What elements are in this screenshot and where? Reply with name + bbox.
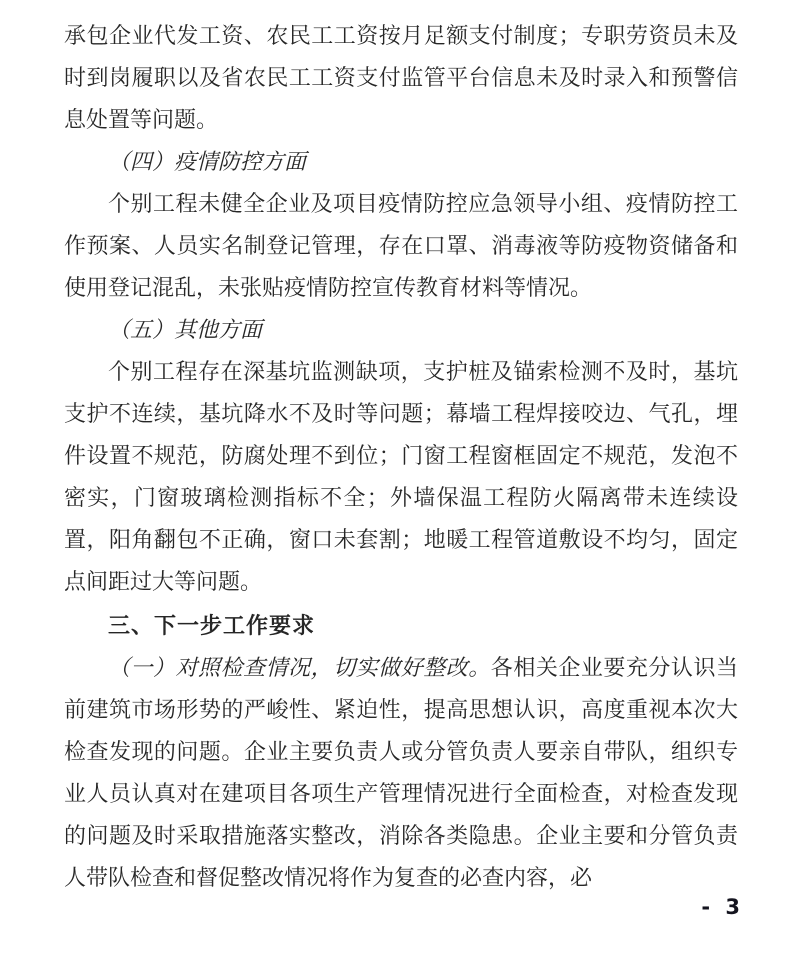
page-number: - 3 xyxy=(701,895,744,919)
paragraph-other-aspect-issues: 个别工程存在深基坑监测缺项，支护桩及锚索检测不及时，基坑支护不连续，基坑降水不及时等问题；幕墙工程焊接咬边、气孔，埋件设置不规范，防腐处理不到位；门窗工程窗框固定不规范，发泡不密实，门窗玻璃检测指标不全；外墙保温工程防火隔离带未连续设置，阳角翻包不正确，窗口未套割；地暖工程管道敷设不均匀，固定点间距过大等问题。 xyxy=(64,359,738,594)
section-subheading-other-aspects: （五）其他方面 xyxy=(108,317,263,342)
paragraph-epidemic-prevention-issues: 个别工程未健全企业及项目疫情防控应急领导小组、疫情防控工作预案、人员实名制登记管理，存在口罩、消毒液等防疫物资储备和使用登记混乱，未张贴疫情防控宣传教育材料等情况。 xyxy=(64,191,738,300)
section-heading-next-step-work-requirements: 三、下一步工作要求 xyxy=(108,613,316,638)
section-subheading-epidemic-prevention: （四）疫情防控方面 xyxy=(108,149,307,174)
paragraph-wage-payment-issues: 承包企业代发工资、农民工工资按月足额支付制度；专职劳资员未及时到岗履职以及省农民工工资支付监管平台信息未及时录入和预警信息处置等问题。 xyxy=(64,23,738,132)
paragraph-rectification-requirements xyxy=(64,647,738,899)
lead-phrase-check-and-rectify: （一）对照检查情况，切实做好整改。 xyxy=(108,655,491,680)
paragraph-rectification-body: 各相关企业要充分认识当前建筑市场形势的严峻性、紧迫性，提高思想认识，高度重视本次大检查发现的问题。企业主要负责人或分管负责人要亲自带队，组织专业人员认真对在建项目各项生产管理情况进行全面检查，对检查发现的问题及时采取措施落实整改，消除各类隐患。企业主要和分管负责人带队检查和督促整改情况将作为复查的必查内容，必 xyxy=(64,655,738,890)
